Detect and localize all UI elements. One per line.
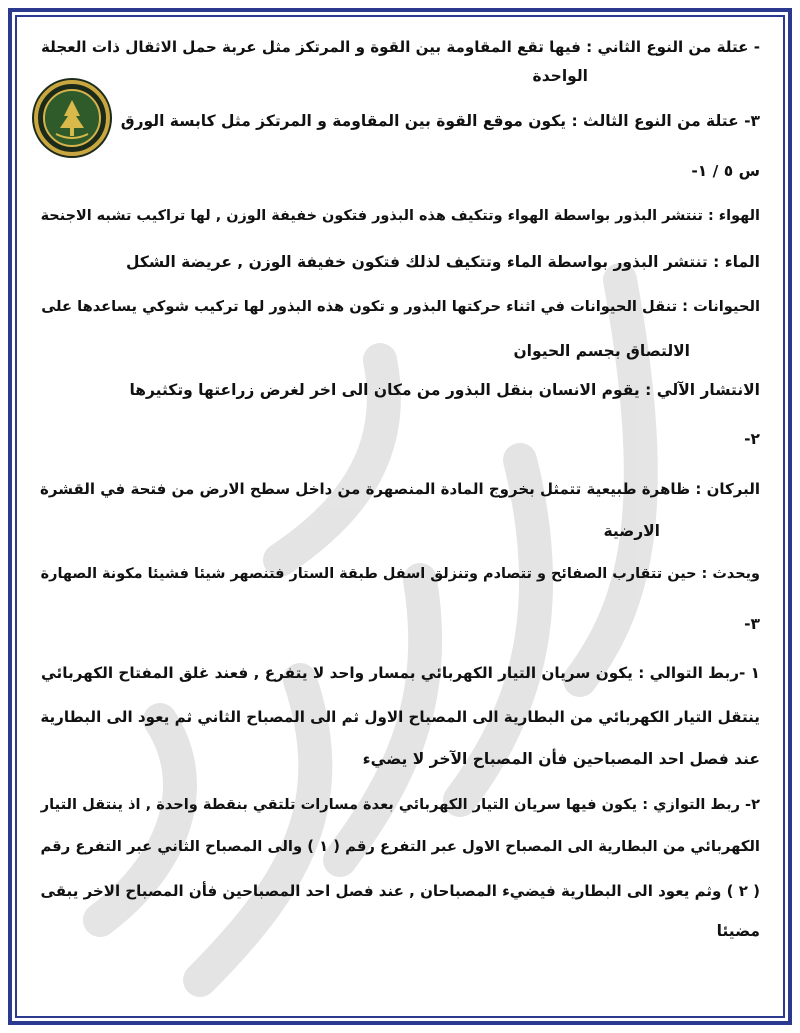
- emblem-logo: [30, 76, 114, 160]
- text-line-1: - عتلة من النوع الثاني : فيها تقع المقاومة بين القوة و المرتكز مثل عربة حمل الاثقال ذات العجلة: [41, 38, 760, 56]
- text-line-18: ٢- ربط التوازي : يكون فيها سريان التيار الكهربائي بعدة مسارات تلتقي بنقطة واحدة , اذ ينتقل التيار: [40, 796, 760, 813]
- text-line-15: ١ -ربط التوالي : يكون سريان التيار الكهربائي بمسار واحد لا يتفرع , فعند غلق المفتاح الكهربائي: [41, 664, 760, 682]
- text-line-9: الانتشار الآلي : يقوم الانسان بنقل البذور من مكان الى اخر لغرض زراعتها وتكثيرها: [129, 381, 760, 399]
- text-line-19: الكهربائي من البطارية الى المصباح الاول عبر التفرع رقم ( ١ ) والى المصباح الثاني عبر التفرع رقم: [40, 838, 760, 855]
- text-line-2: الواحدة: [532, 67, 588, 85]
- text-line-13: ويحدث : حين تتقارب الصفائح و تتصادم وتنزلق اسفل طبقة الستار فتنصهر شيئا فشيئا مكونة الصهارة: [40, 566, 760, 582]
- text-line-20: ( ٢ ) وثم يعود الى البطارية فيضيء المصباحان , عند فصل احد المصباحين فأن المصباح الاخر يبقى: [40, 882, 760, 900]
- text-line-6: الماء : تنتشر البذور بواسطة الماء وتتكيف لذلك فتكون خفيفة الوزن , عريضة الشكل: [126, 253, 760, 271]
- text-line-17: عند فصل احد المصباحين فأن المصباح الآخر لا يضيء: [362, 750, 760, 768]
- question-heading: س ٥ / ١-: [691, 162, 760, 180]
- text-line-16: ينتقل التيار الكهربائي من البطارية الى المصباح الاول ثم الى المصباح الثاني ثم يعود الى البطارية: [40, 708, 760, 726]
- text-line-7: الحيوانات : تنقل الحيوانات في اثناء حركتها البذور و تكون هذه البذور لها تركيب شوكي يساعدها على: [41, 298, 760, 315]
- text-line-11: البركان : ظاهرة طبيعية تتمثل بخروج المادة المنصهرة من داخل سطح الارض من فتحة في القشرة: [40, 480, 760, 498]
- section-2-heading: ٢-: [744, 430, 760, 448]
- text-line-3: ٣- عتلة من النوع الثالث : يكون موقع القوة بين المقاومة و المرتكز مثل كابسة الورق: [120, 112, 760, 130]
- text-line-5: الهواء : تنتشر البذور بواسطة الهواء وتتكيف هذه البذور فتكون خفيفة الوزن , لها تراكيب تشبه الاجنحة: [40, 208, 760, 224]
- section-3-heading: ٣-: [744, 615, 760, 633]
- text-line-21: مضيئا: [716, 922, 760, 940]
- page-border-inner: [15, 15, 785, 1018]
- text-line-8: الالتصاق بجسم الحيوان: [513, 342, 690, 360]
- text-line-12: الارضية: [603, 522, 660, 540]
